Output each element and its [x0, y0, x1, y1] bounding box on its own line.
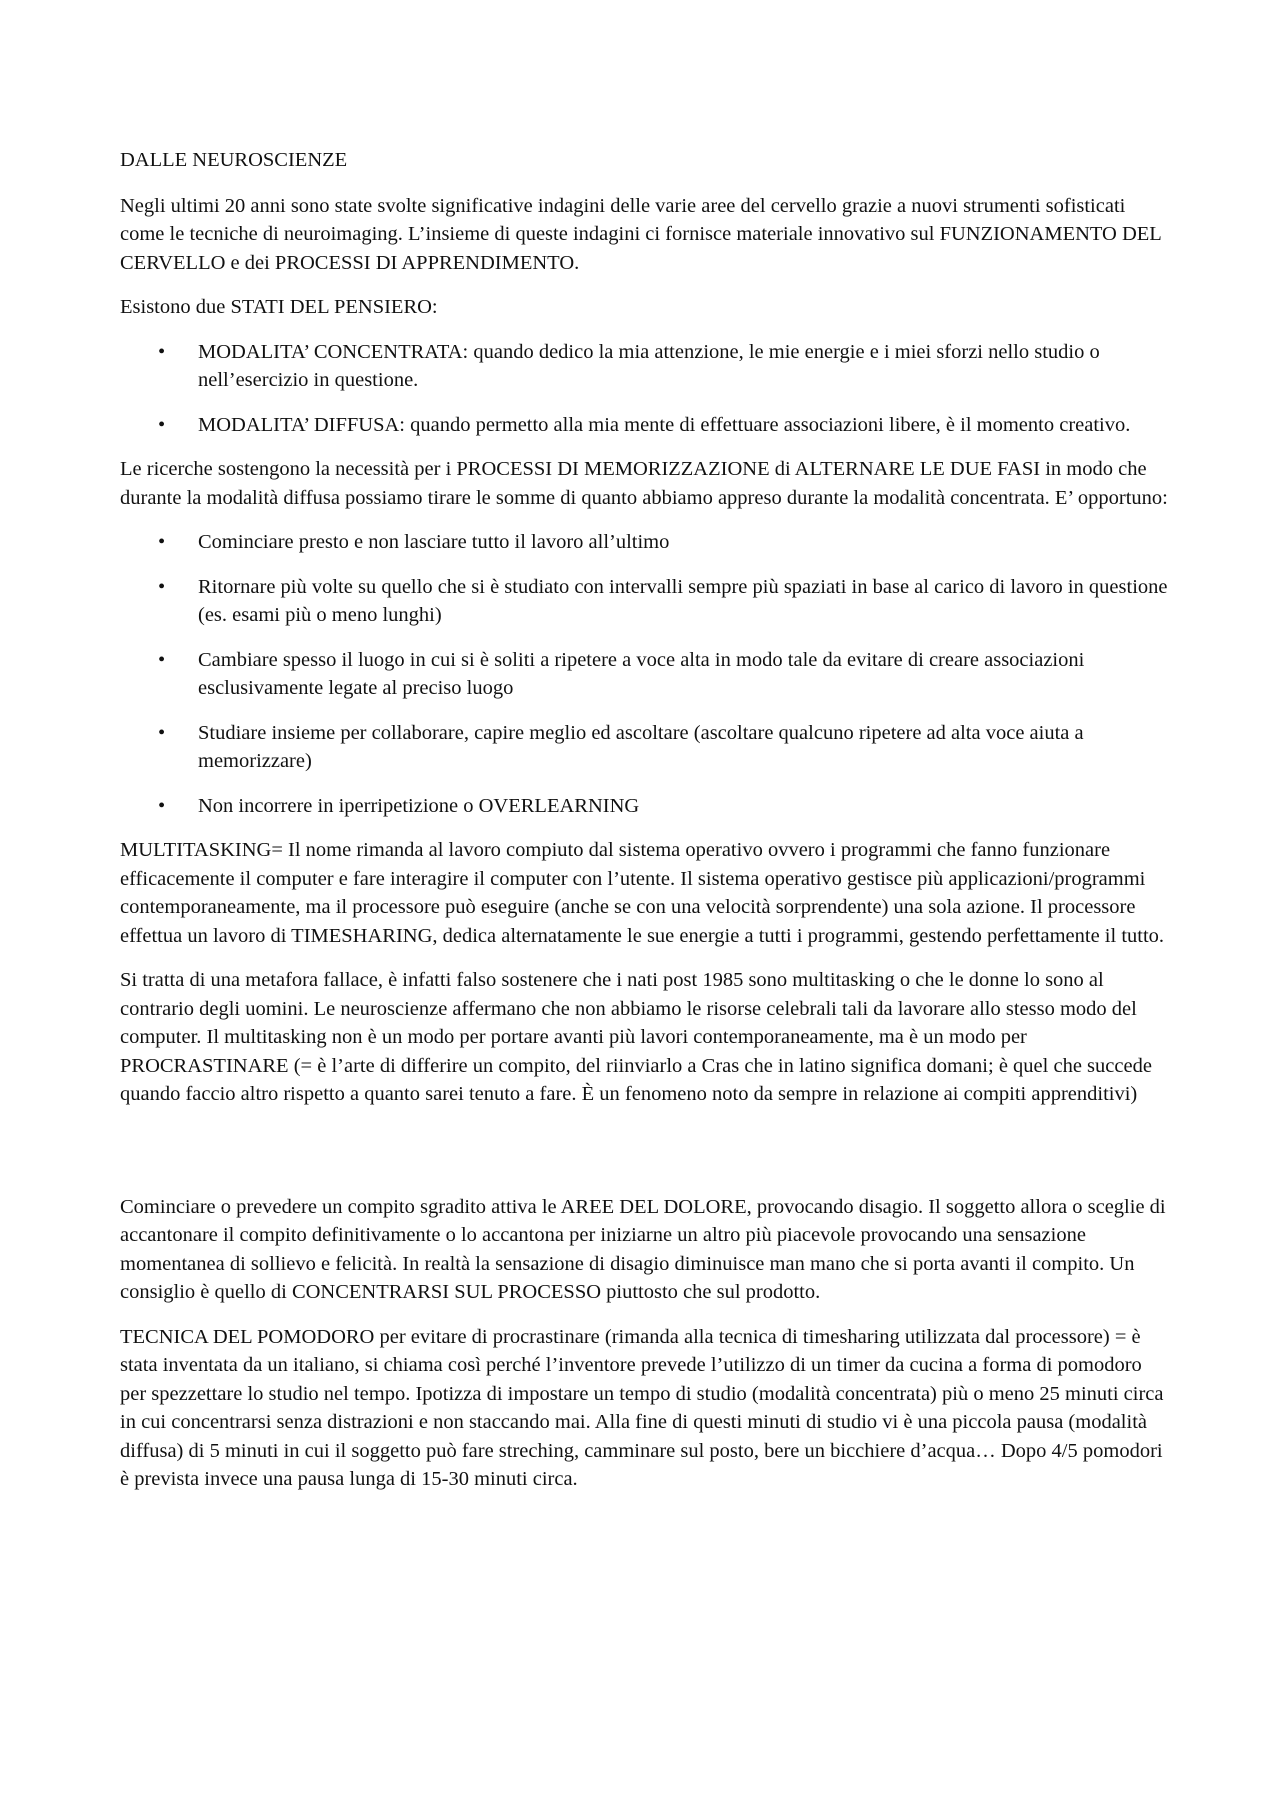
list-item-text: Studiare insieme per collaborare, capire meglio ed ascoltare (ascoltare qualcuno ripetere ad alta voce aiuta a memorizzare)	[198, 721, 1084, 772]
list-item-text: Non incorrere in iperripetizione o OVERLEARNING	[198, 794, 640, 817]
list-item	[120, 792, 1170, 821]
paragraph-intro: Negli ultimi 20 anni sono state svolte significative indagini delle varie aree del cervello grazie a nuovi strumenti sofisticati come le tecniche di neuroimaging. L’insieme di queste indagini ci fornisce materiale innovativo sul FUNZIONAMENTO DEL CERVELLO e dei PROCESSI DI APPRENDIMENTO.	[120, 194, 1162, 274]
document-heading: DALLE NEUROSCIENZE	[120, 149, 348, 171]
list-item	[120, 573, 1170, 630]
list-item	[120, 411, 1170, 440]
bullet-mark: •	[158, 531, 166, 553]
paragraph-multitasking: MULTITASKING= Il nome rimanda al lavoro compiuto dal sistema operativo ovvero i programmi che fanno funzionare efficacemente il computer e fare interagire il computer con l’utente. Il sistema operativo gestisce più applicazioni/programmi contemporaneamente, ma il processore può eseguire (anche se con una velocità sorprendente) una sola azione. Il processore effettua un lavoro di TIMESHARING, dedica alternatamente le sue energie a tutti i programmi, gestendo perfettamente il tutto.	[120, 839, 1165, 947]
list-item-text: Ritornare più volte su quello che si è studiato con intervalli sempre più spaziati in base al carico di lavoro in questione (es. esami più o meno lunghi)	[198, 575, 1168, 626]
paragraph-metafora: Si tratta di una metafora fallace, è infatti falso sostenere che i nati post 1985 sono multitasking o che le donne lo sono al contrario degli uomini. Le neuroscienze affermano che non abbiamo le risorse celebrali tali da lavorare allo stesso modo del computer. Il multitasking non è un modo per portare avanti più lavori contemporaneamente, ma è un modo per PROCRASTINARE (= è l’arte di differire un compito, del riinviarlo a Cras che in latino significa domani; è quel che succede quando faccio altro rispetto a quanto sarei tenuto a fare. È un fenomeno noto da sempre in relazione ai compiti apprenditivi)	[120, 969, 1152, 1105]
bullet-mark: •	[158, 413, 166, 436]
paragraph-tecnica-pomodoro: TECNICA DEL POMODORO per evitare di procrastinare (rimanda alla tecnica di timesharing utilizzata dal processore) = è stata inventata da un italiano, si chiama così perché l’inventore prevede l’utilizzo di un timer da cucina a forma di pomodoro per spezzettare lo studio nel tempo. Ipotizza di impostare un tempo di studio (modalità concentrata) più o meno 25 minuti circa in cui concentrarsi senza distrazioni e non staccando mai. Alla fine di questi minuti di studio vi è una piccola pausa (modalità diffusa) di 5 minuti in cui il soggetto può fare streching, camminare sul posto, bere un bicchiere d’acqua… Dopo 4/5 pomodori è prevista invece una pausa lunga di 15-30 minuti circa.	[120, 1325, 1164, 1490]
list-item-text: Cambiare spesso il luogo in cui si è soliti a ripetere a voce alta in modo tale da evitare di creare associazioni esclusivamente legate al preciso luogo	[198, 648, 1085, 699]
document-page	[120, 146, 1170, 1510]
blank-line-spacer	[120, 1125, 1170, 1193]
list-stati-pensiero	[120, 338, 1170, 440]
paragraph-aree-dolore: Cominciare o prevedere un compito sgradito attiva le AREE DEL DOLORE, provocando disagio. Il soggetto allora o sceglie di accantonare il compito definitivamente o lo accantona per iniziarne un altro più piacevole provocando una sensazione momentanea di sollievo e felicità. In realtà la sensazione di disagio diminuisce man mano che si porta avanti il compito. Un consiglio è quello di CONCENTRARSI SUL PROCESSO piuttosto che sul prodotto.	[120, 1195, 1166, 1303]
bullet-mark: •	[158, 575, 166, 598]
paragraph-stati-pensiero: Esistono due STATI DEL PENSIERO:	[120, 296, 438, 318]
list-item-text: Cominciare presto e non lasciare tutto il lavoro all’ultimo	[198, 531, 670, 553]
bullet-mark: •	[158, 721, 166, 744]
list-item	[120, 338, 1170, 395]
list-consigli	[120, 528, 1170, 820]
list-item-text: MODALITA’ CONCENTRATA: quando dedico la mia attenzione, le mie energie e i miei sforzi nello studio o nell’esercizio in questione.	[198, 340, 1100, 391]
paragraph-memorizzazione: Le ricerche sostengono la necessità per i PROCESSI DI MEMORIZZAZIONE di ALTERNARE LE DUE FASI in modo che durante la modalità diffusa possiamo tirare le somme di quanto abbiamo appreso durante la modalità concentrata. E’ opportuno:	[120, 458, 1168, 509]
bullet-mark: •	[158, 340, 166, 363]
bullet-mark: •	[158, 794, 166, 817]
list-item	[120, 719, 1170, 776]
list-item	[120, 528, 1170, 557]
list-item	[120, 646, 1170, 703]
list-item-text: MODALITA’ DIFFUSA: quando permetto alla mia mente di effettuare associazioni libere, è il momento creativo.	[198, 413, 1131, 436]
bullet-mark: •	[158, 648, 166, 671]
